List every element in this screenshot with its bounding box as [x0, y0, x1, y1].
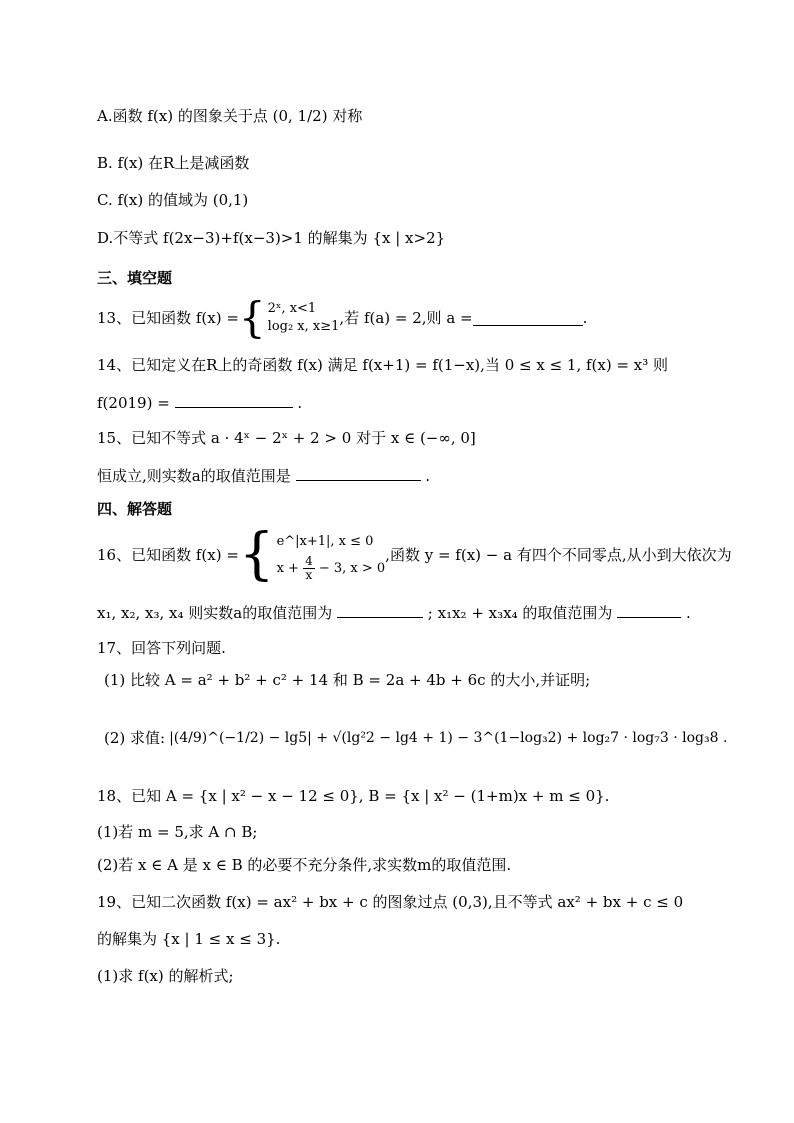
question-19-part1: (1)求 f(x) 的解析式;	[97, 967, 234, 985]
option-d: D.不等式 f(2x−3)+f(x−3)>1 的解集为 {x | x>2}	[97, 229, 446, 247]
section-title-answer: 四、解答题	[97, 500, 173, 518]
answer-blank[interactable]	[296, 466, 421, 481]
question-14-line1: 14、已知定义在R上的奇函数 f(x) 满足 f(x+1) = f(1−x),当 0 ≤ x ≤ 1, f(x) = x³ 则	[97, 356, 669, 374]
piecewise-cases: e^|x+1|, x ≤ 0 x + $\frac{4}{x}$ − 3, x > 0	[276, 533, 386, 582]
option-a: A.函数 f(x) 的图象关于点 (0, 1/2) 对称	[97, 107, 363, 125]
question-13: 13、已知函数 f(x) = { 2ˣ, x<1 log₂ x, x≥1 ,若 f(a) = 2,则 a = .	[97, 293, 588, 342]
answer-blank[interactable]	[473, 311, 583, 326]
piecewise-cases: 2ˣ, x<1 log₂ x, x≥1	[267, 301, 340, 334]
option-b: B. f(x) 在R上是减函数	[97, 154, 250, 172]
answer-blank[interactable]	[175, 393, 293, 408]
question-17-title: 17、回答下列问题.	[97, 639, 226, 657]
question-16-line1: 16、已知函数 f(x) = { e^|x+1|, x ≤ 0 x + $\frac{4}{x}$ − 3, x > 0 ,函数 y = f(x) − a 有四个不同零点,从小到大依次为	[97, 522, 732, 587]
answer-blank[interactable]	[337, 603, 423, 618]
question-18-line1: 18、已知 A = {x | x² − x − 12 ≤ 0}, B = {x | x² − (1+m)x + m ≤ 0}.	[97, 787, 610, 805]
question-17-part1: (1) 比较 A = a² + b² + c² + 14 和 B = 2a + 4b + 6c 的大小,并证明;	[104, 671, 591, 689]
section-title-fill-in: 三、填空题	[97, 269, 173, 287]
option-c: C. f(x) 的值域为 (0,1)	[97, 191, 249, 209]
piecewise-brace: {	[238, 522, 275, 587]
question-18-part1: (1)若 m = 5,求 A ∩ B;	[97, 823, 258, 841]
fraction: $\frac{4}{x}$	[305, 553, 313, 582]
piecewise-brace: {	[238, 293, 266, 342]
question-15-line2: 恒成立,则实数a的取值范围是 .	[97, 467, 431, 485]
answer-blank[interactable]	[617, 603, 681, 618]
question-17-part2: (2) 求值: |(4/9)^(−1/2) − lg5| + √(lg²2 − lg4 + 1) − 3^(1−log₃2) + log₂7 · log₇3 · log₃8 .	[104, 729, 728, 747]
question-19-line1: 19、已知二次函数 f(x) = ax² + bx + c 的图象过点 (0,3),且不等式 ax² + bx + c ≤ 0	[97, 893, 684, 911]
question-16-line2: x₁, x₂, x₃, x₄ 则实数a的取值范围为 ; x₁x₂ + x₃x₄ 的取值范围为 .	[97, 604, 691, 622]
question-19-line2: 的解集为 {x | 1 ≤ x ≤ 3}.	[97, 930, 281, 948]
question-15-line1: 15、已知不等式 a · 4ˣ − 2ˣ + 2 > 0 对于 x ∈ (−∞, 0]	[97, 429, 476, 447]
question-14-line2: f(2019) = .	[97, 394, 303, 412]
question-18-part2: (2)若 x ∈ A 是 x ∈ B 的必要不充分条件,求实数m的取值范围.	[97, 856, 512, 874]
